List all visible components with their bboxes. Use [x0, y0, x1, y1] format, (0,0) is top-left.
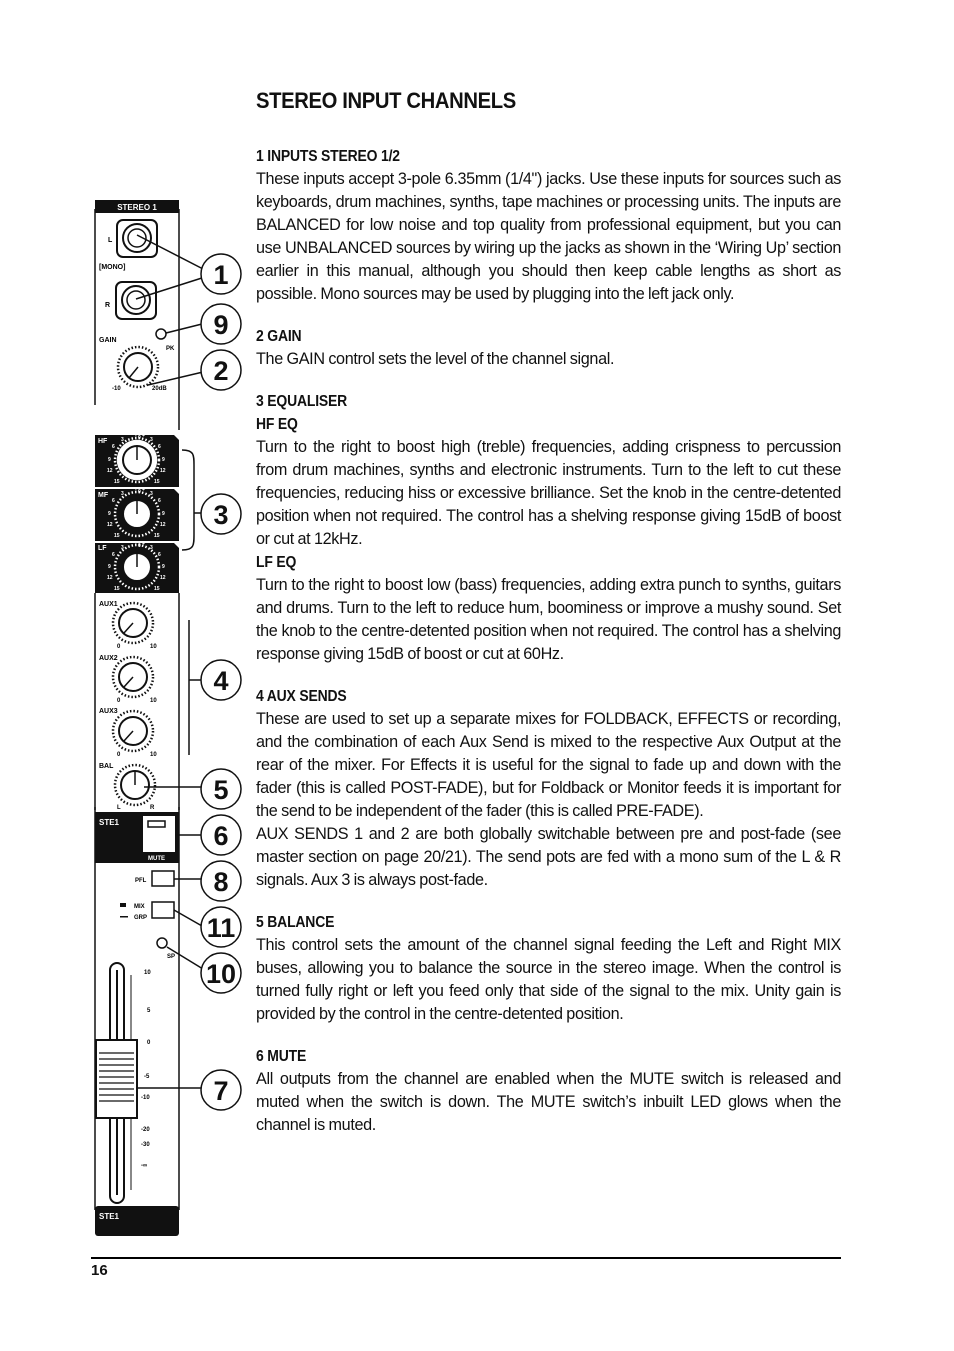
jack-l-label: L	[108, 237, 113, 244]
callout-4: 4	[213, 666, 229, 696]
section-heading: 5 BALANCE	[256, 914, 335, 931]
sp-led-icon	[157, 938, 167, 948]
subsection-paragraph: Turn to the right to boost high (treble) frequencies, adding crispness to percussion from drum machines, synths and electronic instruments. Turn to the left to cut these frequencies, reducing hiss or excessive brilliance. Set the knob in the centre-detented position when not required. The control has a shelving response giving 15dB of boost or cut at 12kHz.	[256, 438, 841, 548]
section-paragraph: All outputs from the channel are enabled when the MUTE switch is released and muted when the switch is down. The MUTE switch’s inbuilt LED glows when the channel is muted.	[256, 1070, 841, 1134]
hf-s0: 3	[121, 437, 124, 443]
section-paragraph: These inputs accept 3-pole 6.35mm (1/4") jacks. Use these inputs for sources such as keyboards, drum machines, synths, tape machines or processing units. The inputs are BALANCED for low noise and top quality from professional equipment, but you can use UNBALANCED sources by wiring up the jacks as shown in the ‘Wiring Up’ section earlier in this manual, although you should then keep cable lengths as short as possible. Mono sources may be used by plugging into the left jack only.	[256, 170, 841, 303]
mf-s3r: 12	[160, 522, 166, 528]
page-number: 16	[91, 1262, 108, 1279]
section-paragraph: These are used to set up a separate mixes for FOLDBACK, EFFECTS or recording, and the combination of each Aux Send is mixed to the respective Aux Output at the rear of the mixer. For Effects it is useful for the signal to fade up and down with the fader (this is called POST-FADE), but for Foldback or Monitor feeds it is important for the send to be independent of the fader (this is called PRE-FADE).	[256, 710, 841, 820]
aux3-group	[99, 708, 157, 758]
gain-max-label: 20dB	[152, 386, 167, 392]
callout-2: 2	[213, 356, 229, 386]
grp-indicator-icon	[120, 916, 128, 918]
section-aux-sends	[256, 685, 841, 892]
hf-s4: 15	[114, 479, 120, 485]
mute-label: MUTE	[148, 856, 165, 862]
hf-minus: -	[135, 433, 137, 439]
section-mute	[256, 1045, 841, 1137]
callout-7: 7	[213, 1076, 229, 1106]
lf-s3r: 12	[160, 575, 166, 581]
strip-bottom-bar	[95, 1206, 179, 1236]
section-paragraph: AUX SENDS 1 and 2 are both globally switchable between pre and post-fade (see master section on page 20/21). The send pots are fed with a mono sum of the L & R signals. Aux 3 is always post-fade.	[256, 825, 841, 889]
mf-s2r: 9	[162, 511, 165, 517]
mf-s1r: 6	[158, 498, 161, 504]
aux1-min: 0	[117, 644, 121, 650]
lf-minus: -	[135, 541, 137, 547]
callout-11: 11	[206, 913, 236, 943]
grp-label: GRP	[134, 915, 148, 921]
mono-label: [MONO]	[99, 264, 126, 271]
sp-label: SP	[167, 954, 176, 960]
aux2-label: AUX2	[99, 655, 118, 662]
subsection-paragraph: Turn to the right to boost low (bass) frequencies, adding extra punch to synths, guitars and drums. Turn to the left to reduce hum, boominess or improve a mushy sound. Set the knob to the centre-detented position when not required. The control has a shelving response giving 15dB of boost or cut at 60Hz.	[256, 576, 841, 663]
section-paragraph: This control sets the amount of the channel signal feeding the Left and Right MIX buses, allowing you to balance the source in the stereo image. When the control is turned fully right or left you feed only that side of the signal to the mix. Unity gain is provided by the control in the centre-detented position.	[256, 936, 841, 1023]
section-equaliser	[256, 390, 841, 666]
hf-s4r: 15	[154, 479, 160, 485]
callout-9: 9	[213, 310, 229, 340]
subsection-heading: HF EQ	[256, 416, 298, 433]
pk-label: PK	[166, 346, 175, 352]
eq-band-lf	[95, 541, 179, 593]
bal-r: R	[150, 805, 155, 811]
aux3-max: 10	[150, 752, 157, 758]
mix-label: MIX	[134, 904, 145, 910]
fader-m20: -20	[141, 1127, 150, 1133]
section-inputs	[256, 145, 841, 306]
hf-s1: 6	[112, 444, 115, 450]
pfl-label: PFL	[135, 878, 147, 884]
section-balance	[256, 911, 841, 1026]
section-heading: 2 GAIN	[256, 328, 302, 345]
text-column	[256, 88, 841, 1156]
fader-5: 5	[147, 1008, 151, 1014]
fader-m10: -10	[141, 1095, 150, 1101]
mf-center: 0	[138, 489, 141, 495]
mf-s4r: 15	[154, 533, 160, 539]
ste-top-label: STE1	[99, 818, 120, 827]
aux2-min: 0	[117, 698, 121, 704]
hf-s3: 12	[107, 468, 113, 474]
lf-s2r: 9	[162, 564, 165, 570]
callout-6: 6	[213, 821, 229, 851]
aux1-group	[99, 601, 157, 650]
pfl-button[interactable]	[152, 871, 174, 886]
section-heading: 4 AUX SENDS	[256, 688, 347, 705]
hf-s1r: 6	[158, 444, 161, 450]
hf-center: 0	[138, 435, 141, 441]
mf-s3: 12	[107, 522, 113, 528]
aux3-label: AUX3	[99, 708, 118, 715]
lf-center: 0	[138, 543, 141, 549]
stereo-channel-strip-diagram	[86, 195, 256, 1240]
gain-min-label: -10	[112, 386, 121, 392]
gain-knob-icon[interactable]	[118, 347, 158, 387]
fader-m5: -5	[144, 1074, 150, 1080]
footer-rule	[91, 1257, 841, 1259]
mf-label: MF	[98, 492, 109, 499]
aux1-label: AUX1	[99, 601, 118, 608]
pk-led-icon	[156, 329, 166, 339]
mf-minus: -	[135, 487, 137, 493]
aux1-max: 10	[150, 644, 157, 650]
lf-label: LF	[98, 545, 107, 552]
aux2-group	[99, 655, 157, 704]
hf-s3r: 12	[160, 468, 166, 474]
fader-0: 0	[147, 1040, 151, 1046]
bal-label: BAL	[99, 763, 114, 770]
bal-l: L	[117, 805, 121, 811]
aux2-max: 10	[150, 698, 157, 704]
lf-s3: 12	[107, 575, 113, 581]
mf-plus: +	[142, 487, 145, 493]
lf-s1r: 6	[158, 552, 161, 558]
callout-8: 8	[213, 867, 229, 897]
section-paragraph: The GAIN control sets the level of the channel signal.	[256, 350, 615, 368]
lf-s4: 15	[114, 586, 120, 592]
lf-s4r: 15	[154, 586, 160, 592]
hf-s0r: 3	[150, 437, 153, 443]
page-title: STEREO INPUT CHANNELS	[256, 88, 516, 113]
lf-s1: 6	[112, 552, 115, 558]
lf-s0r: 3	[150, 545, 153, 551]
strip-header-label: STEREO 1	[117, 203, 157, 212]
eq-band-hf	[95, 433, 179, 487]
mf-s0: 3	[121, 491, 124, 497]
fader-group	[96, 963, 151, 1203]
aux3-min: 0	[117, 752, 121, 758]
callout-5: 5	[213, 775, 229, 805]
section-heading: 6 MUTE	[256, 1048, 307, 1065]
section-heading: 1 INPUTS STEREO 1/2	[256, 148, 400, 165]
fader-m30: -30	[141, 1142, 150, 1148]
lf-s0: 3	[121, 545, 124, 551]
mf-s4: 15	[114, 533, 120, 539]
eq-band-mf	[95, 487, 179, 541]
mix-grp-button[interactable]	[152, 902, 174, 918]
hf-s2r: 9	[162, 457, 165, 463]
mf-s2: 9	[108, 511, 111, 517]
section-heading: 3 EQUALISER	[256, 393, 348, 410]
gain-label: GAIN	[99, 337, 117, 344]
jack-r-icon[interactable]	[116, 282, 156, 319]
callout-10: 10	[205, 959, 237, 989]
hf-s2: 9	[108, 457, 111, 463]
lf-plus: +	[142, 541, 145, 547]
hf-label: HF	[98, 438, 108, 445]
jack-l-icon[interactable]	[117, 220, 157, 257]
fader-minf: -∞	[141, 1163, 148, 1169]
lf-s2: 9	[108, 564, 111, 570]
ste-bottom-label: STE1	[99, 1212, 120, 1221]
mf-s1: 6	[112, 498, 115, 504]
fader-cap[interactable]	[96, 1040, 137, 1118]
mf-s0r: 3	[150, 491, 153, 497]
subsection-heading: LF EQ	[256, 554, 297, 571]
callout-3: 3	[213, 500, 229, 530]
hf-plus: +	[142, 433, 145, 439]
callout-1: 1	[213, 260, 229, 290]
jack-r-label: R	[105, 302, 111, 309]
fader-10: 10	[144, 970, 151, 976]
mix-indicator-icon	[120, 903, 126, 907]
section-gain	[256, 325, 841, 371]
